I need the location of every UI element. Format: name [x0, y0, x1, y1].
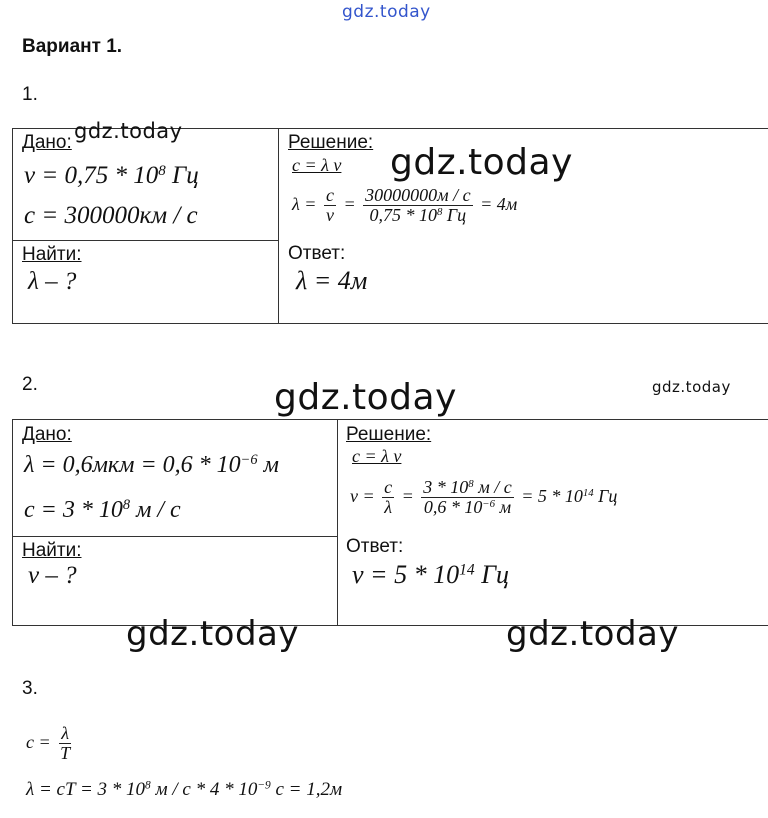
watermark: gdz.today: [506, 614, 679, 654]
task1-find-value: λ – ?: [28, 268, 77, 295]
watermark: gdz.today: [74, 119, 183, 143]
task2-solution-cell: [337, 419, 768, 626]
task1-formula-solution: λ = $\frac{c}{\nu}$ = $\frac{30000000м / с}{0,75 * 10^8 Гц}$ = 4м: [292, 185, 518, 225]
page-title: Вариант 1.: [22, 36, 123, 57]
task2-find-value: ν – ?: [28, 562, 77, 589]
task2-number: 2.: [22, 374, 38, 395]
watermark: gdz.today: [652, 378, 731, 396]
task1-given-speed: c = 300000км / с: [24, 202, 198, 229]
task1-formula-basic: c = λ ν: [292, 155, 342, 175]
task1-given-frequency: $\nu = 0,75 * 10^8$ Гц: [24, 162, 199, 189]
task1-find-label: Найти:: [22, 244, 82, 265]
task1-number: 1.: [22, 84, 38, 105]
task2-answer-label: Ответ:: [346, 536, 404, 557]
task1-answer-value: λ = 4м: [296, 266, 368, 295]
watermark: gdz.today: [126, 614, 299, 654]
task2-formula-solution: ν = $\frac{c}{\lambda}$ = $\frac{3 * 10^8 м / с}{0,6 * 10^{-6} м}$ = $5 * 10^{14}$ Гц: [350, 477, 618, 517]
watermark: gdz.today: [274, 377, 457, 418]
task3-number: 3.: [22, 678, 38, 699]
task2-formula-basic: c = λ ν: [352, 446, 402, 466]
task2-given-wavelength: $\lambda = 0,6мкм = 0,6 * 10^{-6}$ м: [24, 452, 279, 478]
watermark: gdz.today: [390, 142, 573, 183]
task3-formula-speed: c = $\frac{\lambda}{T}$: [26, 723, 71, 763]
site-logo[interactable]: gdz.today: [342, 2, 431, 22]
task2-answer-value: $\nu = 5 * 10^{14}$ Гц: [352, 560, 509, 589]
task2-find-label: Найти:: [22, 540, 82, 561]
task1-answer-label: Ответ:: [288, 243, 346, 264]
task2-solution-label: Решение:: [346, 424, 432, 445]
task2-given-speed: $c = 3 * 10^8$ м / с: [24, 497, 181, 523]
task3-formula-wavelength: λ = cT = $3 * 10^8$ м / с * $4 * 10^{-9}$ с = 1,2м: [26, 779, 343, 800]
task2-given-label: Дано:: [22, 424, 72, 445]
task1-solution-label: Решение:: [288, 132, 374, 153]
task1-given-label: Дано:: [22, 132, 72, 153]
